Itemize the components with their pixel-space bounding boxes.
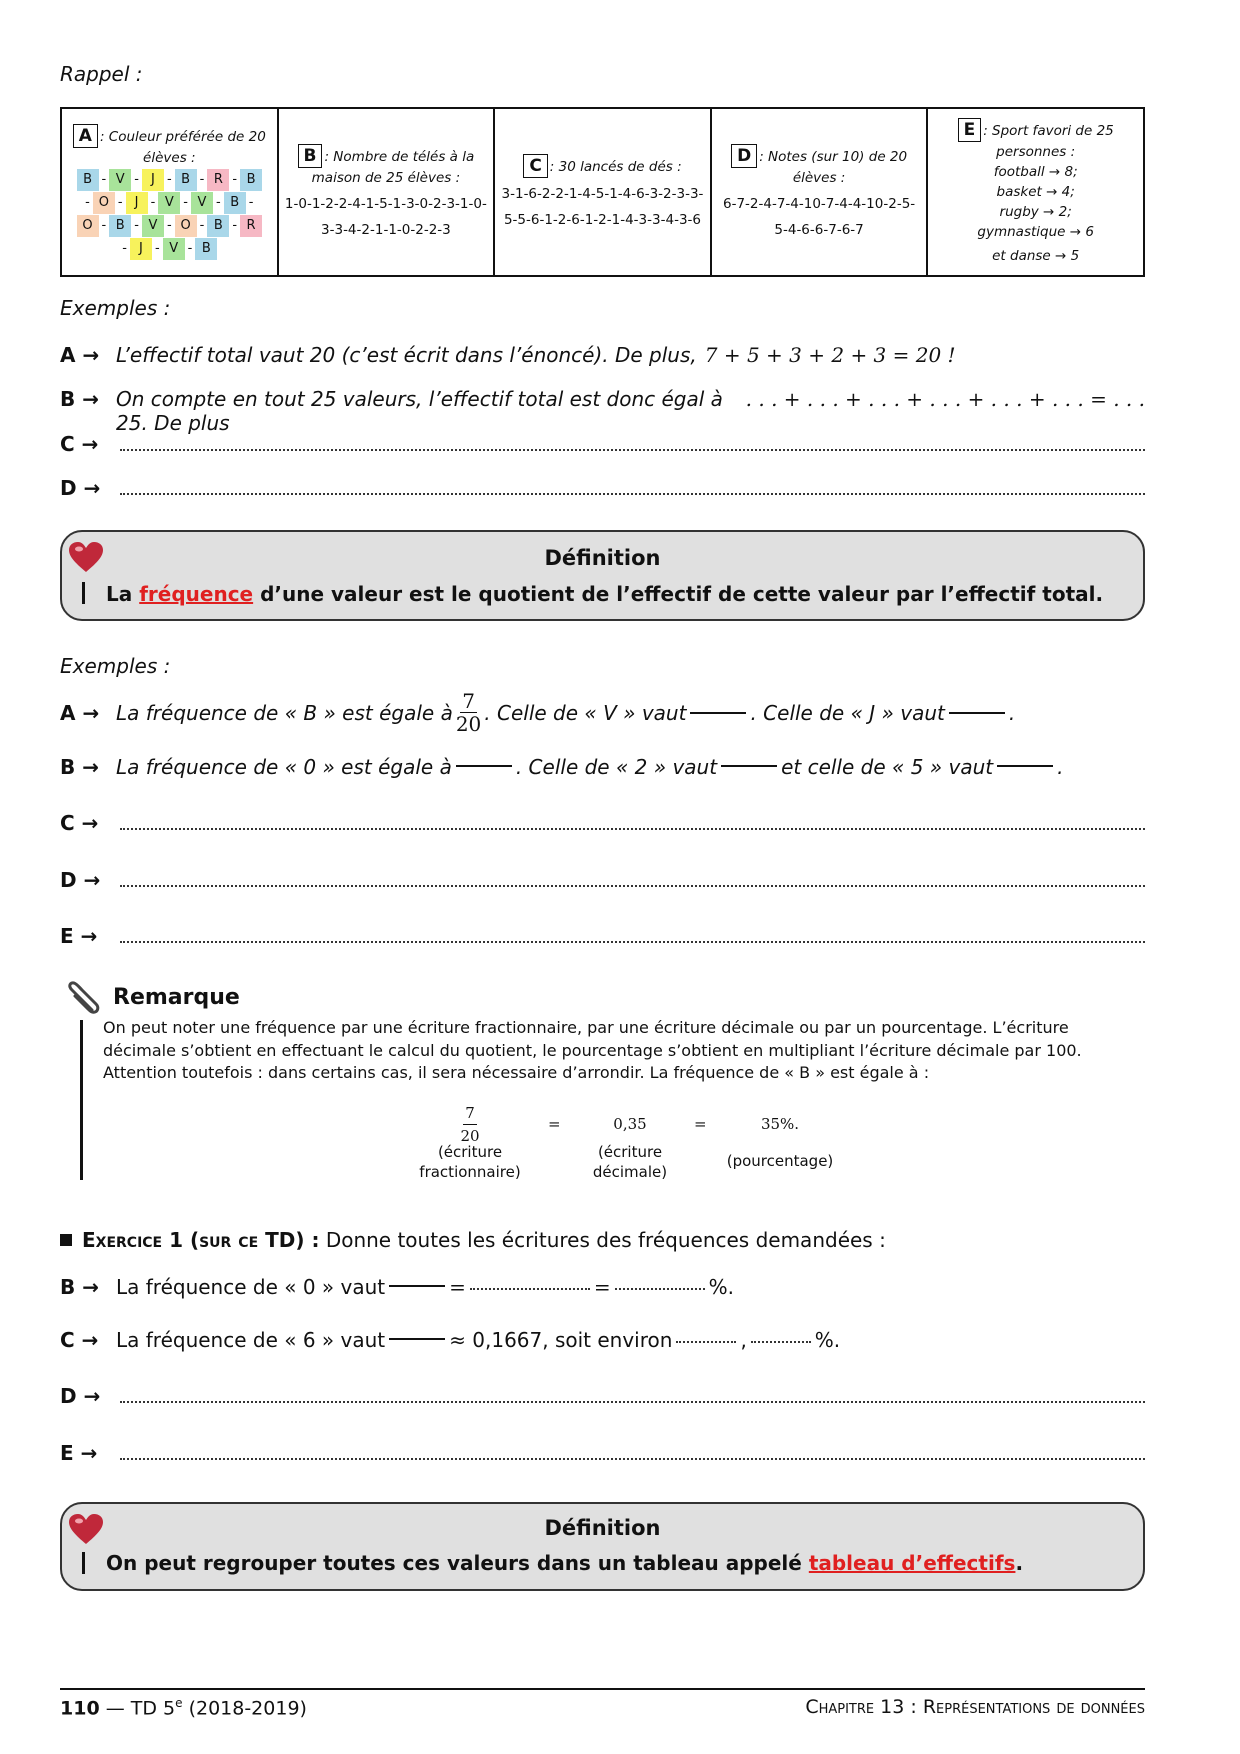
line-text: . Celle de « J » vaut <box>750 700 945 725</box>
dotted-blank <box>676 1341 736 1343</box>
example2-line-a <box>60 690 1145 735</box>
footer-title: — TD 5 <box>105 1697 176 1720</box>
separator-dash: - <box>122 240 127 256</box>
cell-c-data1: 3-1-6-2-2-1-4-5-1-4-6-3-2-3-3- <box>501 186 704 202</box>
line-key: D → <box>60 1384 101 1408</box>
exercise-line-b <box>60 1275 1145 1299</box>
exercise-line-d <box>60 1384 1145 1408</box>
color-chip: O <box>93 192 115 214</box>
definition-title: Définition <box>544 546 661 570</box>
dotted-blank <box>751 1341 811 1343</box>
cell-e-line5: et danse → 5 <box>992 248 1080 264</box>
definition-bar <box>82 1552 85 1574</box>
footer-chapter: Chapitre 13 : Représentations de données <box>805 1696 1145 1718</box>
separator-dash: - <box>215 194 221 210</box>
equals: = <box>449 1275 466 1299</box>
line-key: A → <box>60 700 100 725</box>
separator-dash: - <box>232 217 238 233</box>
rappel-table <box>60 107 1145 277</box>
def-term: fréquence <box>139 582 254 606</box>
dotted-blank <box>470 1288 590 1290</box>
line-text: La fréquence de « 0 » vaut <box>116 1275 386 1299</box>
example2-line-d <box>60 868 1145 892</box>
cell-d-title: : Notes (sur 10) de 20 élèves : <box>759 149 908 186</box>
def-term: tableau d’effectifs <box>808 1551 1016 1575</box>
fraction-den: 20 <box>455 712 482 736</box>
exemples-label-1: Exemples : <box>60 296 171 320</box>
color-chip: J <box>142 169 164 191</box>
remarque-bar <box>80 1020 83 1180</box>
separator-dash: - <box>134 171 139 187</box>
letter-box-b: B <box>298 144 323 168</box>
cell-a-title: : Couleur préférée de 20 élèves : <box>99 128 266 166</box>
line-math: 7 + 5 + 3 + 2 + 3 = 20 ! <box>704 343 956 367</box>
line-text: La fréquence de « B » est égale à <box>116 700 453 725</box>
definition-text <box>106 1551 1023 1575</box>
color-row <box>76 215 264 237</box>
separator-dash: - <box>166 171 172 187</box>
line-text: et celle de « 5 » vaut <box>781 755 994 779</box>
equals: = <box>593 1275 611 1299</box>
cell-b <box>279 109 496 275</box>
footer-left <box>60 1696 307 1719</box>
exercise-line-e <box>60 1441 1145 1465</box>
cell-e-line2: basket → 4; <box>996 184 1075 200</box>
color-chip: B <box>240 169 262 191</box>
line-key: D → <box>60 476 101 500</box>
cell-b-data1: 1-0-1-2-2-4-1-5-1-3-0-2-3-1-0- <box>284 196 487 212</box>
line-key: B → <box>60 387 99 411</box>
color-chip: B <box>224 192 246 214</box>
fig-equals-2: = <box>694 1115 707 1133</box>
dotted-answer-line <box>120 828 1145 830</box>
def-after: d’une valeur est le quotient de l’effectif de cette valeur par l’effectif total. <box>260 582 1104 606</box>
def-after: . <box>1015 1551 1024 1575</box>
blank <box>456 765 512 767</box>
exercise-instruction: Donne toutes les écritures des fréquences demandées : <box>325 1228 886 1252</box>
rappel-label: Rappel : <box>60 62 143 86</box>
example-line-a <box>60 343 1145 367</box>
exercise-line-c <box>60 1328 1145 1352</box>
color-chip: B <box>109 215 131 237</box>
footer-year: (2018-2019) <box>188 1697 307 1720</box>
fig-percent: 35%. <box>760 1115 800 1133</box>
fraction-den: 20 <box>460 1127 480 1145</box>
line-key: B → <box>60 755 99 779</box>
fraction <box>456 690 481 735</box>
blank <box>690 712 746 714</box>
cell-e-line1: football → 8; <box>993 164 1078 180</box>
blank <box>389 1338 445 1340</box>
remarque-title: Remarque <box>113 985 240 1010</box>
separator-dash: - <box>134 217 139 233</box>
dotted-blank <box>615 1288 705 1290</box>
cell-d-data1: 6-7-2-4-7-4-10-7-4-4-10-2-5- <box>722 196 916 212</box>
caption-pourcentage: (pourcentage) <box>726 1152 834 1170</box>
color-chip: O <box>175 215 197 237</box>
line-text: L’effectif total vaut 20 (c’est écrit dans l’énoncé). De plus, <box>116 343 697 367</box>
paperclip-icon <box>62 980 104 1016</box>
color-chip: V <box>142 215 164 237</box>
separator-dash: - <box>154 240 160 256</box>
color-grid <box>76 168 264 261</box>
line-text: . <box>1057 755 1064 779</box>
line-key: D → <box>60 868 101 892</box>
line-text: La fréquence de « 6 » vaut <box>116 1328 386 1352</box>
line-key: C → <box>60 432 99 456</box>
example2-line-b <box>60 755 1145 779</box>
separator-dash: - <box>199 217 205 233</box>
definition-box-2 <box>60 1502 1145 1591</box>
line-text: La fréquence de « 0 » est égale à <box>116 755 452 779</box>
letter-box-c: C <box>523 154 547 178</box>
separator-dash: - <box>232 171 238 187</box>
color-chip: V <box>163 238 185 260</box>
color-chip: V <box>158 192 180 214</box>
dotted-answer-line <box>120 1401 1145 1403</box>
dotted-answer-line <box>120 493 1145 495</box>
color-row <box>76 238 264 260</box>
cell-c <box>495 109 712 275</box>
square-bullet-icon <box>60 1234 72 1246</box>
line-key: C → <box>60 811 99 835</box>
line-key: A → <box>60 343 100 367</box>
exemples-label-2: Exemples : <box>60 654 171 678</box>
def-before: On peut regrouper toutes ces valeurs dans un tableau appelé <box>106 1551 802 1575</box>
fraction <box>460 1102 479 1147</box>
cell-e-line3: rugby → 2; <box>999 204 1072 220</box>
dotted-answer-line <box>120 449 1145 451</box>
example-line-b <box>60 387 1145 435</box>
letter-box-e: E <box>958 118 982 142</box>
definition-text <box>106 582 1103 606</box>
percent: %. <box>814 1328 841 1352</box>
footer-rule <box>60 1688 1145 1690</box>
letter-box-d: D <box>731 144 757 168</box>
example-line-c <box>60 432 1145 456</box>
separator-dash: - <box>85 194 90 210</box>
line-key: E → <box>60 1441 98 1465</box>
color-chip: V <box>191 192 213 214</box>
line-key: C → <box>60 1328 99 1352</box>
cell-d <box>712 109 929 275</box>
color-chip: J <box>130 238 152 260</box>
separator-dash: - <box>117 194 123 210</box>
dotted-answer-line <box>120 1458 1145 1460</box>
example2-line-c <box>60 811 1145 835</box>
example2-line-e <box>60 924 1145 948</box>
color-row <box>76 192 264 214</box>
blank <box>721 765 777 767</box>
color-chip: V <box>109 169 131 191</box>
example-line-d <box>60 476 1145 500</box>
color-chip: R <box>207 169 229 191</box>
caption-fractionnaire: (écriture fractionnaire) <box>419 1143 521 1181</box>
letter-box-a: A <box>73 124 98 148</box>
line-text: . Celle de « V » vaut <box>484 700 687 725</box>
separator-dash: - <box>101 217 107 233</box>
dotted-answer-line <box>120 941 1145 943</box>
percent: %. <box>708 1275 735 1299</box>
blank <box>389 1285 445 1287</box>
def-before: La <box>106 582 133 606</box>
dotted-answer-line <box>120 885 1145 887</box>
color-chip: B <box>195 238 217 260</box>
line-text: On compte en tout 25 valeurs, l’effectif total est donc égal à 25. De plus <box>116 387 723 435</box>
caption-decimale: (écriture décimale) <box>592 1143 668 1181</box>
cell-a <box>62 109 279 275</box>
separator-dash: - <box>199 171 205 187</box>
line-key: E → <box>60 924 98 948</box>
line-key: B → <box>60 1275 99 1299</box>
exercise-heading <box>60 1228 886 1252</box>
separator-dash: - <box>166 217 172 233</box>
page-number: 110 <box>60 1697 100 1720</box>
line-math: . . . + . . . + . . . + . . . + . . . + . . . = . . . <box>745 387 1145 411</box>
separator-dash: - <box>187 240 193 256</box>
color-chip: B <box>77 169 99 191</box>
cell-e-title: : Sport favori de 25 personnes : <box>983 123 1114 160</box>
definition-box-1 <box>60 530 1145 621</box>
color-chip: O <box>77 215 99 237</box>
approx-text: ≈ 0,1667, soit environ <box>449 1328 673 1352</box>
definition-bar <box>82 582 85 604</box>
definition-title: Définition <box>544 1516 661 1540</box>
cell-e-line4: gymnastique → 6 <box>977 224 1094 240</box>
cell-c-title: : 30 lancés de dés : <box>549 159 682 175</box>
fig-equals-1: = <box>548 1115 561 1133</box>
cell-d-data2: 5-4-6-6-7-6-7 <box>774 222 864 238</box>
cell-e <box>928 109 1143 275</box>
line-text: . <box>1008 700 1016 725</box>
color-chip: R <box>240 215 262 237</box>
comma: , <box>740 1328 747 1352</box>
blank <box>949 712 1005 714</box>
line-text: . Celle de « 2 » vaut <box>515 755 718 779</box>
separator-dash: - <box>101 171 107 187</box>
cell-b-title: : Nombre de télés à la maison de 25 élèves : <box>311 149 475 186</box>
fraction-num: 7 <box>463 1102 477 1125</box>
fig-decimal: 0,35 <box>613 1115 647 1133</box>
exercise-title: Exercice 1 (sur ce TD) : <box>82 1228 320 1252</box>
cell-b-data2: 3-3-4-2-1-1-0-2-2-3 <box>321 222 451 238</box>
fig-fraction <box>410 1102 530 1147</box>
separator-dash: - <box>248 194 254 210</box>
separator-dash: - <box>150 194 156 210</box>
color-chip: B <box>175 169 197 191</box>
color-chip: J <box>126 192 148 214</box>
separator-dash: - <box>183 194 188 210</box>
fraction-num: 7 <box>462 689 475 713</box>
color-row <box>76 169 264 191</box>
remarque-text: On peut noter une fréquence par une écriture fractionnaire, par une écriture décimale ou par un pourcentage. L’écriture décimale s’obtient en effectuant le calcul du quotient, le pourcentage s’obtient en multipliant l’écriture décimale par 100. Attention toutefois : dans certains cas, il sera nécessaire d’arrondir. La fréquence de « B » est égale à : <box>103 1018 1082 1082</box>
color-chip: B <box>207 215 229 237</box>
footer-sup: e <box>175 1696 183 1710</box>
cell-c-data2: 5-5-6-1-2-6-1-2-1-4-3-3-4-3-6 <box>503 212 701 228</box>
blank <box>997 765 1053 767</box>
